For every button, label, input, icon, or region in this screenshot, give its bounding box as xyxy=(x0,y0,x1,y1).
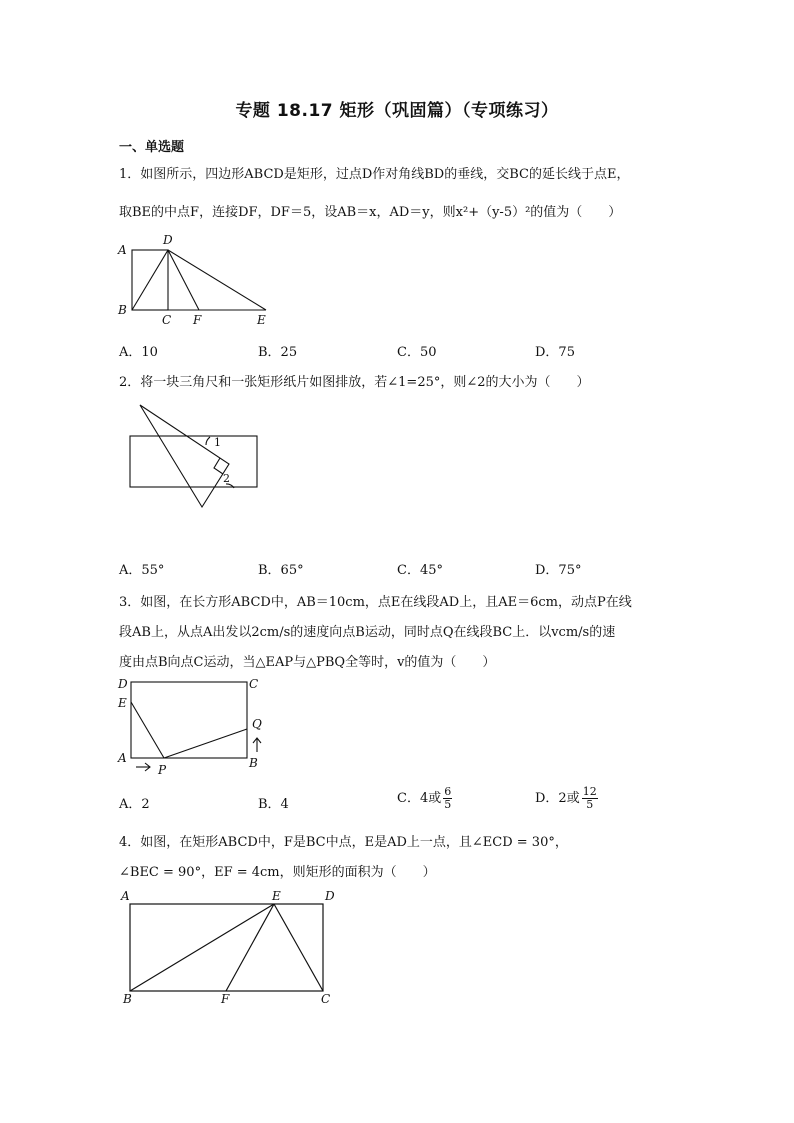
q1-option-d[interactable]: D．75 xyxy=(535,345,575,360)
q1-text-line2: 取BE的中点F，连接DF，DF＝5，设AB＝x，AD＝y，则x²+（y-5）²的值为（ ） xyxy=(119,205,622,220)
q2-option-b[interactable]: B．65° xyxy=(258,563,304,578)
q3-label-b: B xyxy=(249,756,258,770)
q2-option-d[interactable]: D．75° xyxy=(535,563,582,578)
q2-label-angle1: 1 xyxy=(214,436,221,449)
q4-text-line1: 4．如图，在矩形ABCD中，F是BC中点，E是AD上一点，且∠ECD = 30°， xyxy=(119,835,568,850)
q3-label-e: E xyxy=(118,696,127,710)
q1-text-line1: 1．如图所示，四边形ABCD是矩形，过点D作对角线BD的垂线，交BC的延长线于点E， xyxy=(119,167,630,182)
q3-option-a[interactable]: A．2 xyxy=(119,797,150,812)
q4-text-line2: ∠BEC = 90°，EF = 4cm，则矩形的面积为（ ） xyxy=(119,865,436,880)
q3-text-line2: 段AB上，从点A出发以2cm/s的速度向点B运动，同时点Q在线段BC上．以vcm/s的速 xyxy=(119,625,616,640)
q3-option-c[interactable] xyxy=(397,786,452,811)
q3-label-a: A xyxy=(118,751,127,765)
q1-option-b[interactable]: B．25 xyxy=(258,345,298,360)
q4-label-d: D xyxy=(325,889,335,903)
q3-option-d-fraction: $\frac{12}{5}$ xyxy=(582,785,597,811)
q2-text-line1: 2．将一块三角尺和一张矩形纸片如图排放，若∠1=25°，则∠2的大小为（ ） xyxy=(119,375,590,390)
q3-label-d: D xyxy=(118,677,128,691)
section-heading: 一、单选题 xyxy=(119,140,185,155)
q1-label-b: B xyxy=(118,303,127,317)
q1-option-a[interactable]: A．10 xyxy=(119,345,158,360)
q4-rect-abcd xyxy=(130,904,323,991)
q1-label-c: C xyxy=(162,313,172,327)
q1-option-c[interactable]: C．50 xyxy=(397,345,437,360)
q3-text-line3: 度由点B向点C运动，当△EAP与△PBQ全等时，v的值为（ ） xyxy=(119,655,496,670)
q1-figure xyxy=(112,232,282,330)
q3-rect-abcd xyxy=(131,682,247,758)
q1-label-a: A xyxy=(118,243,127,257)
q4-label-b: B xyxy=(123,992,132,1006)
q4-label-e: E xyxy=(272,889,281,903)
q1-diag-bd xyxy=(132,250,168,310)
q4-line-be xyxy=(130,904,274,991)
q3-label-p: P xyxy=(158,763,167,777)
q2-rectangle-paper xyxy=(130,436,257,487)
q3-option-c-text: C．4或 xyxy=(397,791,442,806)
q1-label-e: E xyxy=(257,313,266,327)
q3-label-c: C xyxy=(249,677,259,691)
q4-figure xyxy=(115,884,347,1010)
q3-option-d-text: D．2或 xyxy=(535,791,580,806)
q3-line-pq xyxy=(164,729,247,758)
page-title: 专题 18.17 矩形（巩固篇）（专项练习） xyxy=(235,101,559,121)
q2-figure xyxy=(125,400,265,512)
q1-line-de xyxy=(168,250,266,310)
q2-option-c[interactable]: C．45° xyxy=(397,563,443,578)
q4-label-f: F xyxy=(221,992,230,1006)
q2-option-a[interactable]: A．55° xyxy=(119,563,165,578)
q3-line-ep xyxy=(131,702,164,758)
q4-label-c: C xyxy=(321,992,331,1006)
q4-line-ec xyxy=(274,904,323,991)
q3-option-c-fraction: $\frac{6}{5}$ xyxy=(444,785,452,811)
q2-label-angle2: 2 xyxy=(223,472,230,485)
q4-line-ef xyxy=(226,904,274,991)
q2-right-angle-mark xyxy=(214,458,223,474)
q3-option-b[interactable]: B．4 xyxy=(258,797,289,812)
q3-label-q: Q xyxy=(252,717,262,731)
q3-figure xyxy=(112,674,272,778)
q1-label-d: D xyxy=(163,233,173,247)
q2-triangle-ruler xyxy=(140,405,229,507)
q4-label-a: A xyxy=(121,889,130,903)
q1-label-f: F xyxy=(193,313,202,327)
q3-option-d[interactable] xyxy=(535,786,598,811)
q2-angle1-arc xyxy=(206,437,210,445)
q3-text-line1: 3．如图，在长方形ABCD中，AB＝10cm，点E在线段AD上，且AE＝6cm，动点P在线 xyxy=(119,595,632,610)
